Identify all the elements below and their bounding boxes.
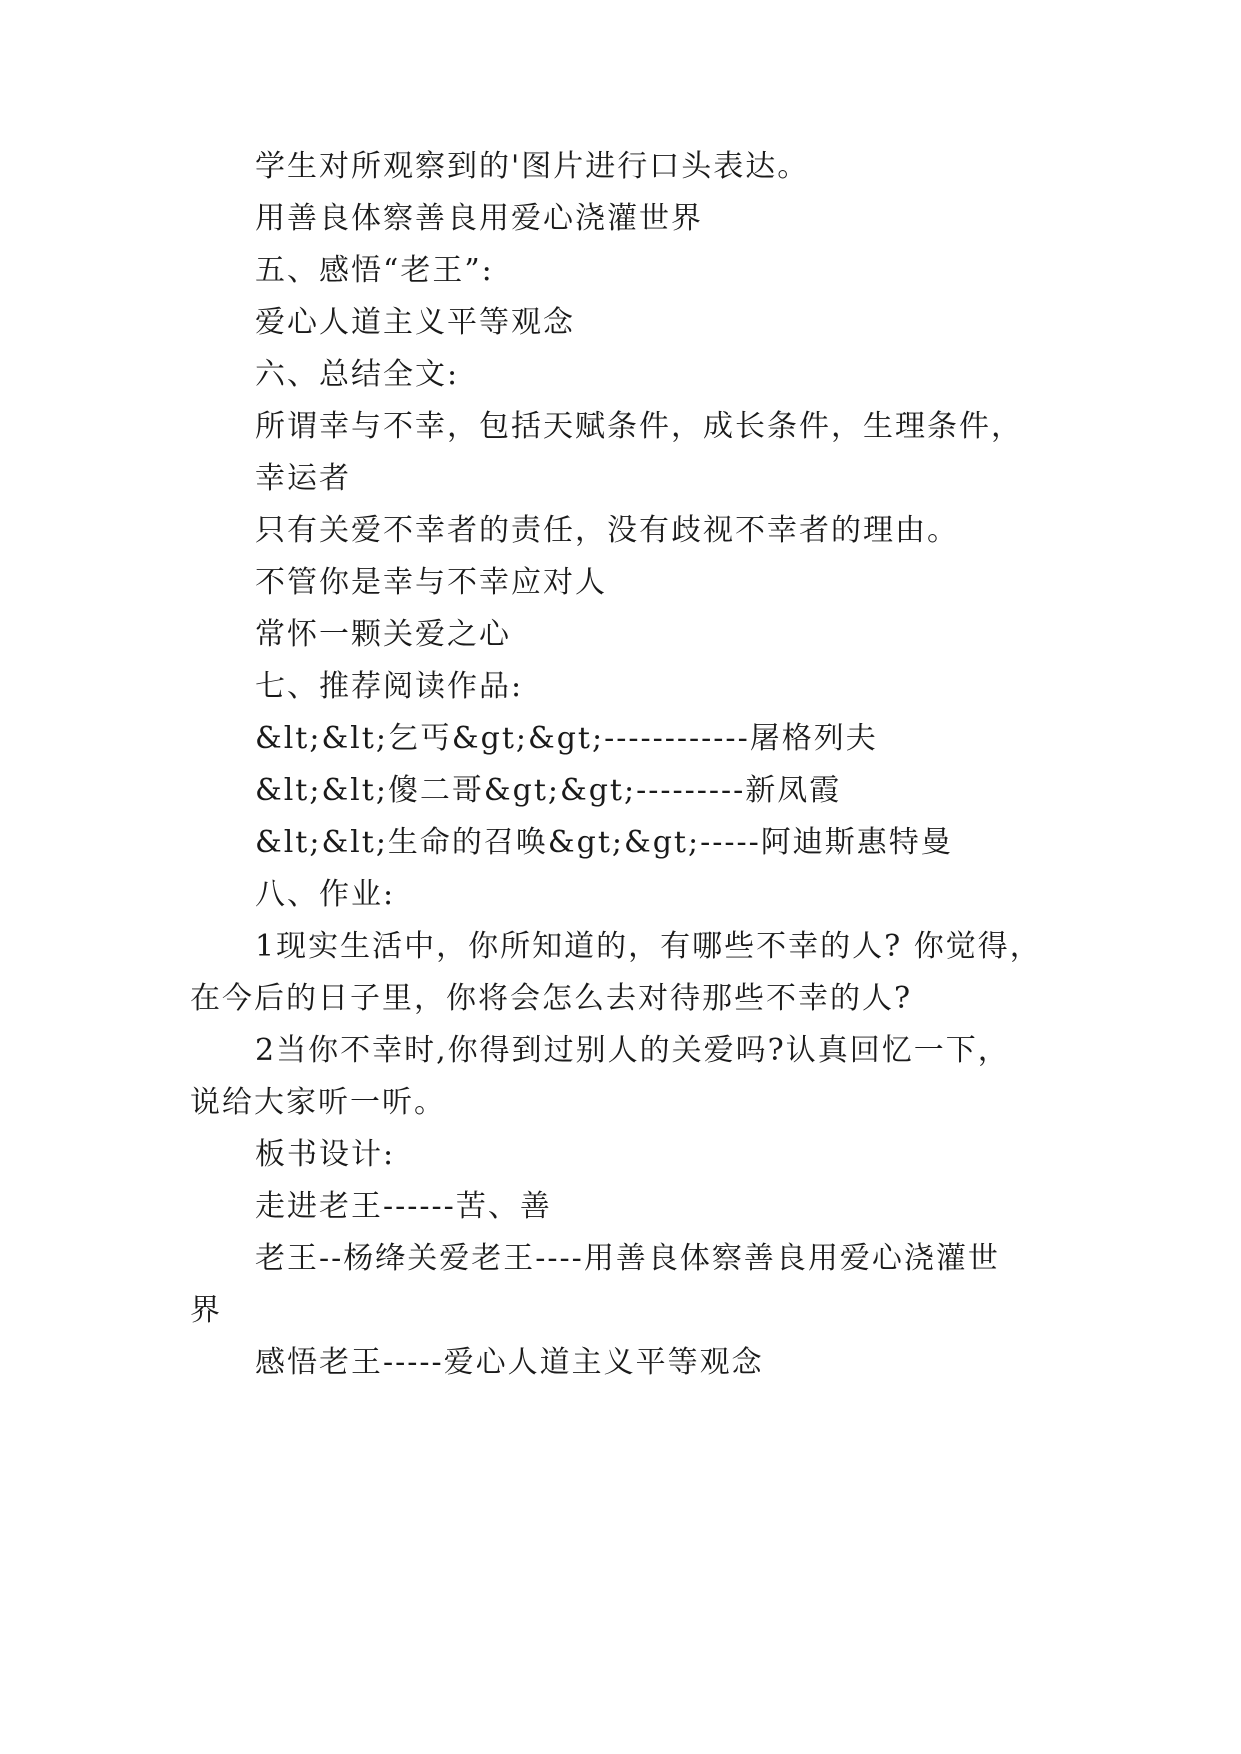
reading-item: &lt;&lt;生命的召唤&gt;&gt;-----阿迪斯惠特曼 xyxy=(255,825,953,860)
board-design-line-continued: 界 xyxy=(190,1293,222,1328)
reading-item: &lt;&lt;乞丐&gt;&gt;------------屠格列夫 xyxy=(255,721,878,756)
section-heading: 板书设计: xyxy=(255,1137,396,1172)
homework-item-continued: 在今后的日子里，你将会怎么去对待那些不幸的人? xyxy=(190,981,913,1016)
text-line: 幸运者 xyxy=(255,461,351,496)
text-line: 常怀一颗关爱之心 xyxy=(255,617,511,652)
text-line: 所谓幸与不幸，包括天赋条件，成长条件，生理条件， xyxy=(255,409,1023,444)
board-design-line: 老王--杨绛关爱老王----用善良体察善良用爱心浇灌世 xyxy=(255,1241,1000,1276)
board-design-line: 走进老王------苦、善 xyxy=(255,1189,552,1224)
section-heading: 五、感悟“老王”: xyxy=(255,253,494,288)
section-heading: 七、推荐阅读作品: xyxy=(255,669,524,704)
text-line: 爱心人道主义平等观念 xyxy=(255,305,575,340)
section-heading: 八、作业: xyxy=(255,877,396,912)
section-heading: 六、总结全文: xyxy=(255,357,460,392)
board-design-line: 感悟老王-----爱心人道主义平等观念 xyxy=(255,1345,764,1380)
text-line: 只有关爱不幸者的责任，没有歧视不幸者的理由。 xyxy=(255,513,959,548)
homework-item-continued: 说给大家听一听。 xyxy=(190,1085,446,1120)
homework-item: 1现实生活中，你所知道的，有哪些不幸的人? 你觉得， xyxy=(255,929,1042,964)
homework-item: 2当你不幸时,你得到过别人的关爱吗?认真回忆一下， xyxy=(255,1033,1010,1068)
reading-item: &lt;&lt;傻二哥&gt;&gt;---------新凤霞 xyxy=(255,773,842,808)
text-line: 学生对所观察到的'图片进行口头表达。 xyxy=(255,149,810,184)
text-line: 不管你是幸与不幸应对人 xyxy=(255,565,607,600)
text-line: 用善良体察善良用爱心浇灌世界 xyxy=(255,201,703,236)
